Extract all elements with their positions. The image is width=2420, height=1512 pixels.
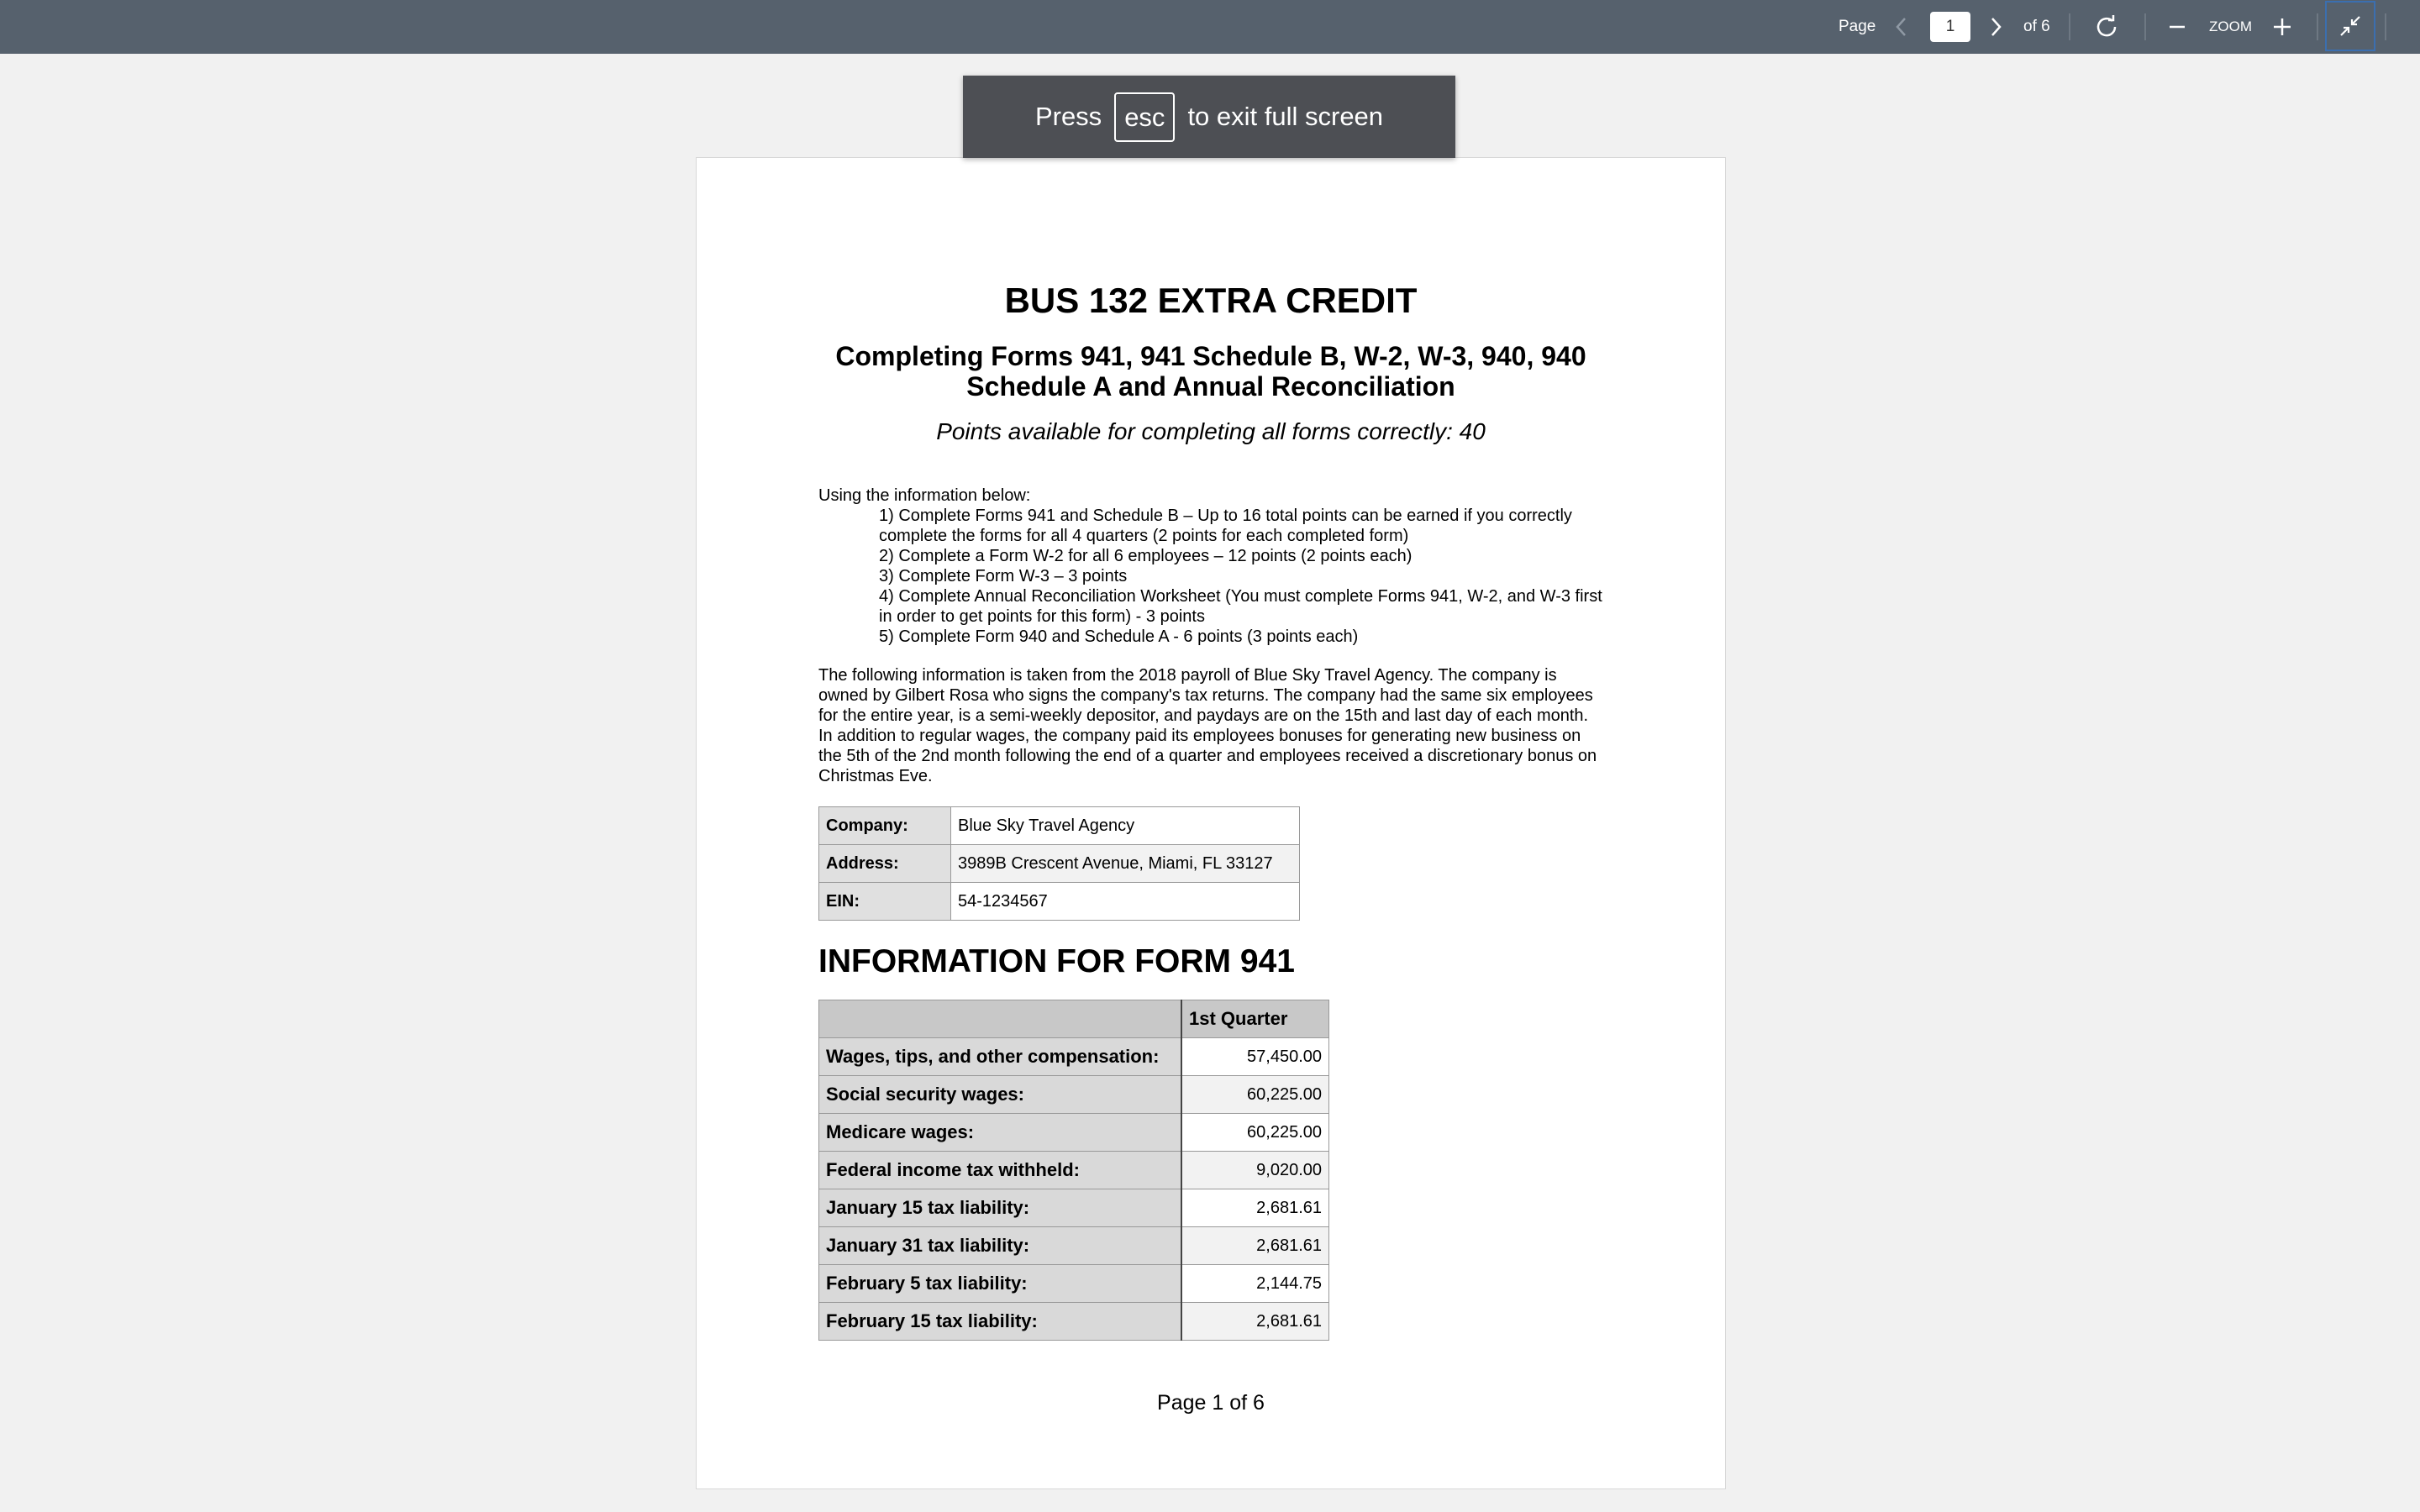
table-cell-value: 57,450.00 xyxy=(1181,1038,1329,1076)
table-cell-value: 3989B Crescent Avenue, Miami, FL 33127 xyxy=(951,845,1300,883)
rotate-button[interactable] xyxy=(2094,0,2119,54)
table-cell-label: January 15 tax liability: xyxy=(819,1189,1182,1227)
table-cell-label: EIN: xyxy=(819,883,951,921)
page-count: of 6 xyxy=(2023,18,2050,35)
table-row xyxy=(819,1265,1329,1303)
table-row xyxy=(819,883,1300,921)
list-item: 4) Complete Annual Reconciliation Worksheet (You must complete Forms 941, W-2, and W-3 first in order to get points for this form) - 3 points xyxy=(879,587,1602,626)
subtitle-line: Schedule A and Annual Reconciliation xyxy=(966,371,1455,402)
pdf-page xyxy=(696,157,1726,1489)
table-cell-label: Social security wages: xyxy=(819,1076,1182,1114)
next-page-button[interactable] xyxy=(1987,0,2004,54)
exit-fullscreen-icon xyxy=(2339,15,2361,37)
fullscreen-exit-banner xyxy=(963,76,1455,158)
chevron-left-icon xyxy=(1893,15,1910,39)
chevron-right-icon xyxy=(1987,15,2004,39)
toolbar-divider xyxy=(2069,13,2070,40)
table-cell-value: 60,225.00 xyxy=(1181,1114,1329,1152)
table-cell-label: February 5 tax liability: xyxy=(819,1265,1182,1303)
table-header-row xyxy=(819,1000,1329,1038)
table-cell-label: Address: xyxy=(819,845,951,883)
company-info-table xyxy=(818,806,1300,921)
table-header-quarter: 1st Quarter xyxy=(1181,1000,1329,1038)
minus-icon xyxy=(2168,18,2186,36)
table-cell-label: Medicare wages: xyxy=(819,1114,1182,1152)
table-cell-value: Blue Sky Travel Agency xyxy=(951,807,1300,845)
table-row xyxy=(819,1189,1329,1227)
table-cell-value: 60,225.00 xyxy=(1181,1076,1329,1114)
page-label: Page xyxy=(1839,18,1876,35)
table-cell-label: February 15 tax liability: xyxy=(819,1303,1182,1341)
list-item: 5) Complete Form 940 and Schedule A - 6 points (3 points each) xyxy=(879,627,1359,646)
zoom-in-button[interactable] xyxy=(2272,0,2292,54)
list-item: 1) Complete Forms 941 and Schedule B – Up to 16 total points can be earned if you correctly complete the forms for all 4 quarters (2 points for each completed form) xyxy=(879,507,1572,545)
table-cell-label: January 31 tax liability: xyxy=(819,1227,1182,1265)
table-row xyxy=(819,1227,1329,1265)
plus-icon xyxy=(2272,17,2292,37)
banner-text: to exit full screen xyxy=(1187,102,1384,131)
banner-text: Press xyxy=(1034,102,1102,131)
table-cell-value: 2,681.61 xyxy=(1181,1303,1329,1341)
table-header-blank xyxy=(819,1000,1182,1038)
table-row xyxy=(819,1152,1329,1189)
zoom-label: ZOOM xyxy=(2209,18,2252,34)
toolbar-divider xyxy=(2317,13,2318,40)
document-title: BUS 132 EXTRA CREDIT xyxy=(1004,281,1418,320)
form941-table xyxy=(818,1000,1329,1341)
toolbar-divider xyxy=(2144,13,2146,40)
table-row xyxy=(819,1038,1329,1076)
table-cell-label: Company: xyxy=(819,807,951,845)
table-cell-value: 2,681.61 xyxy=(1181,1189,1329,1227)
background-paragraph: The following information is taken from the 2018 payroll of Blue Sky Travel Agency. The company is owned by Gilbert Rosa who signs the company's tax returns. The company had the same six employees for the entire year, is a semi-weekly depositor, and paydays are on the 15th and last day of each month. In addition to regular wages, the company paid its employees bonuses for generating new business on the 5th of the 2nd month following the end of a quarter and employees received a discretionary bonus on Christmas Eve. xyxy=(818,666,1597,785)
table-cell-value: 54-1234567 xyxy=(951,883,1300,921)
exit-fullscreen-button[interactable] xyxy=(2325,1,2375,51)
instructions-list xyxy=(879,506,1606,647)
toolbar-divider xyxy=(2385,13,2386,40)
zoom-out-button[interactable] xyxy=(2168,0,2186,54)
intro-text: Using the information below: xyxy=(818,486,1031,505)
table-cell-label: Federal income tax withheld: xyxy=(819,1152,1182,1189)
table-cell-value: 2,681.61 xyxy=(1181,1227,1329,1265)
prev-page-button[interactable] xyxy=(1893,0,1910,54)
table-row xyxy=(819,807,1300,845)
table-cell-value: 9,020.00 xyxy=(1181,1152,1329,1189)
table-row xyxy=(819,1076,1329,1114)
table-row xyxy=(819,1303,1329,1341)
esc-key: esc xyxy=(1114,92,1175,142)
page-footer: Page 1 of 6 xyxy=(1157,1391,1265,1415)
page-number-input[interactable]: 1 xyxy=(1930,12,1970,42)
table-row xyxy=(819,1114,1329,1152)
table-cell-value: 2,144.75 xyxy=(1181,1265,1329,1303)
table-row xyxy=(819,845,1300,883)
document-subtitle xyxy=(697,341,1725,402)
rotate-icon xyxy=(2094,14,2119,39)
table-cell-label: Wages, tips, and other compensation: xyxy=(819,1038,1182,1076)
subtitle-line: Completing Forms 941, 941 Schedule B, W-2, W-3, 940, 940 xyxy=(835,341,1586,371)
list-item: 2) Complete a Form W-2 for all 6 employees – 12 points (2 points each) xyxy=(879,547,1413,565)
section-heading: INFORMATION FOR FORM 941 xyxy=(818,943,1295,979)
list-item: 3) Complete Form W-3 – 3 points xyxy=(879,567,1128,585)
points-line: Points available for completing all forms correctly: 40 xyxy=(936,418,1486,444)
viewer-toolbar xyxy=(0,0,2420,54)
